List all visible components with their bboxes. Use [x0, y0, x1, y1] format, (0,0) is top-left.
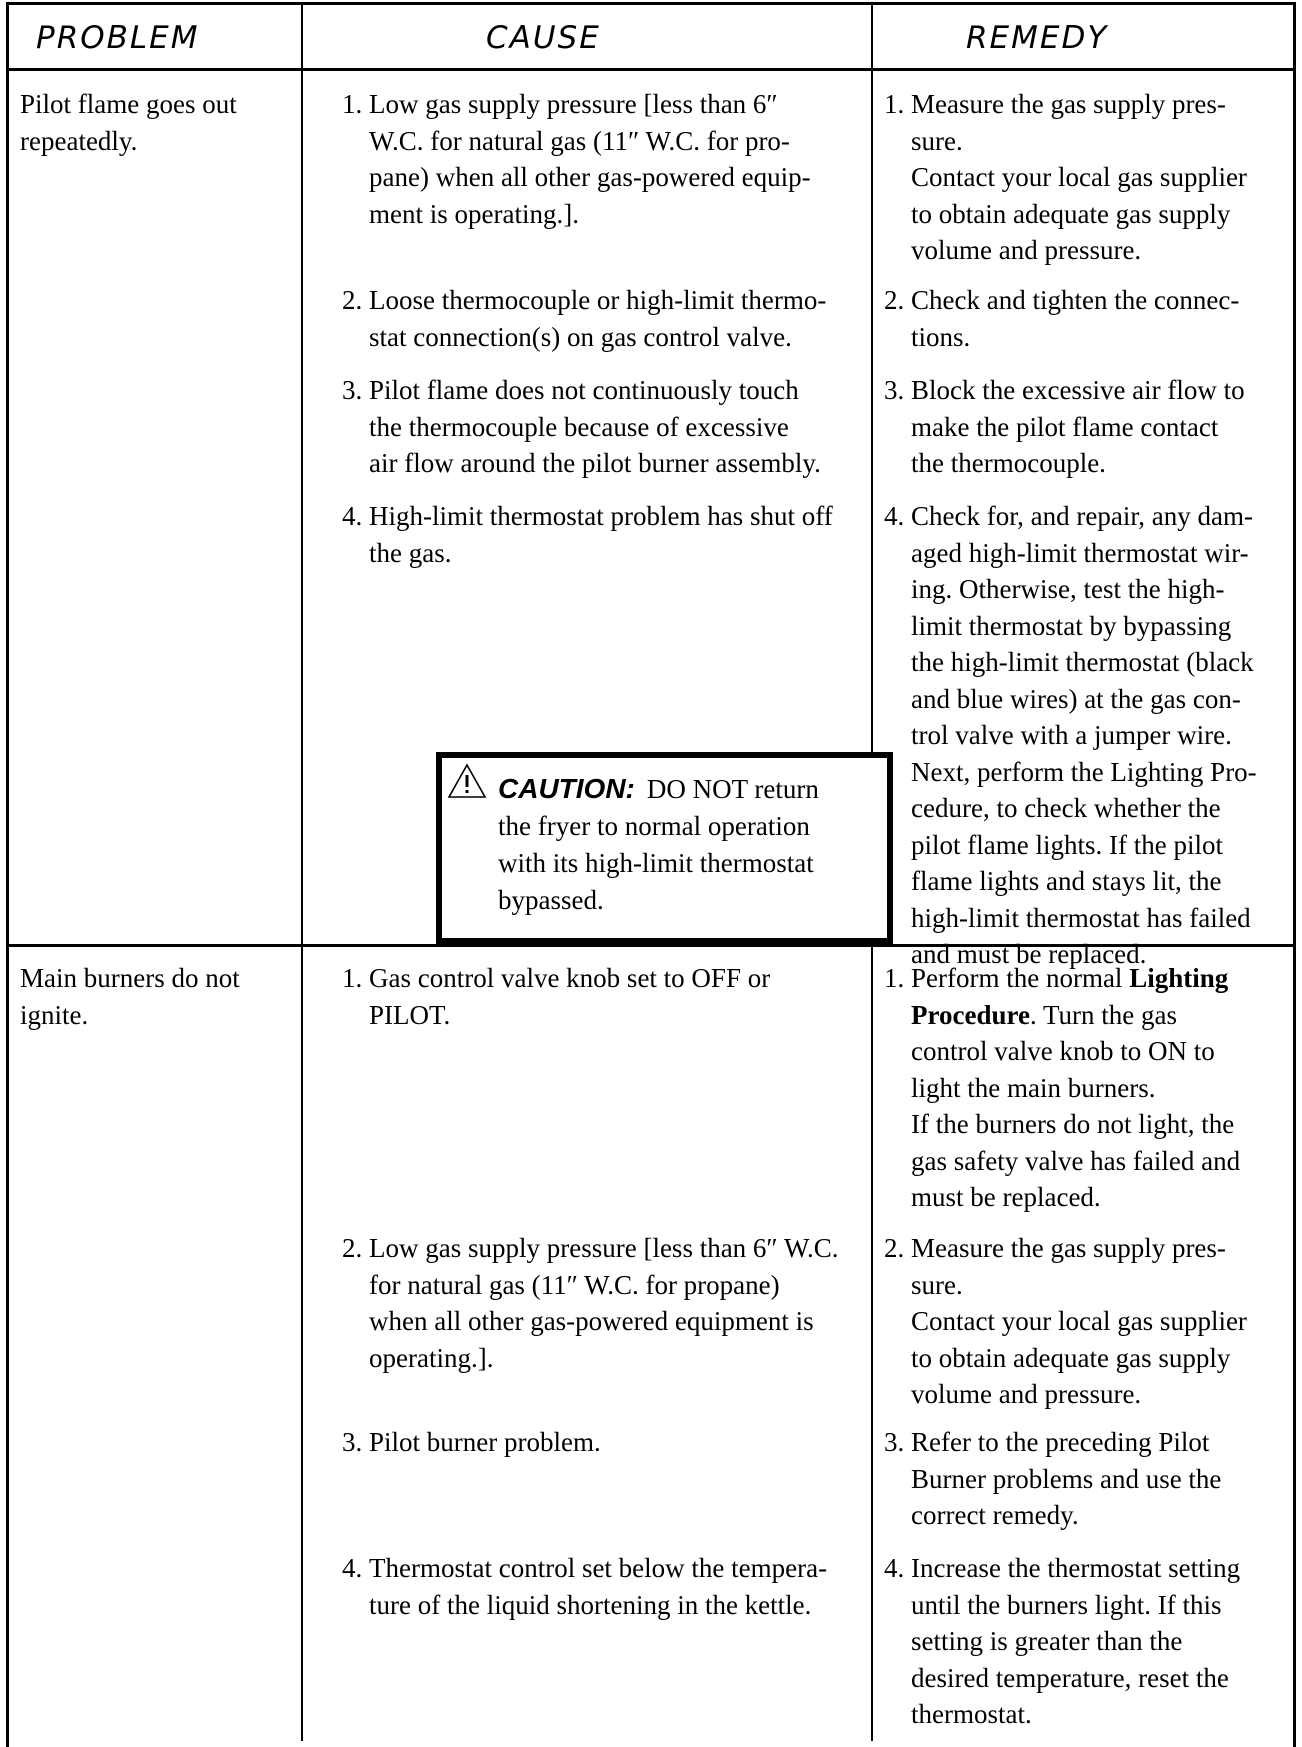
remedy-line: make the pilot flame contact [911, 411, 1219, 442]
item-number: 2. [342, 285, 363, 315]
item-number: 4. [342, 501, 363, 531]
remedy-line: thermostat. [911, 1699, 1032, 1729]
remedy-line: to obtain adequate gas supply [911, 198, 1231, 229]
cause-item [342, 282, 862, 355]
item-number: 2. [884, 1233, 905, 1263]
remedy-line: pilot flame lights. If the pilot [911, 829, 1223, 860]
item-number: 3. [342, 375, 363, 405]
remedy-line: Measure the gas supply pres- [911, 1233, 1226, 1263]
cause-item [342, 1550, 862, 1623]
cause-item [342, 1424, 862, 1461]
column-divider-cause-remedy [871, 944, 873, 1741]
remedy-line: Refer to the preceding Pilot [911, 1427, 1210, 1457]
cause-line: PILOT. [369, 999, 451, 1030]
remedy-item [884, 372, 1294, 482]
cause-line: air flow around the pilot burner assembly. [369, 448, 821, 478]
remedy-line: sure. [911, 125, 963, 156]
remedy-item [884, 282, 1294, 355]
remedy-line: ing. Otherwise, test the high- [911, 574, 1225, 604]
caution-line: the fryer to normal operation [498, 811, 810, 841]
caution-label: CAUTION: [498, 773, 635, 804]
remedy-item [884, 1424, 1294, 1534]
cause-item [342, 372, 862, 482]
header-divider [6, 68, 1296, 71]
remedy-line: limit thermostat by bypassing [911, 610, 1232, 641]
problem-line: ignite. [20, 999, 89, 1030]
remedy-line: light the main burners. [911, 1072, 1156, 1103]
cause-line: Pilot flame does not continuously touch [369, 375, 799, 405]
remedy-item [884, 960, 1294, 1216]
lighting-procedure-emphasis: Procedure [911, 999, 1030, 1030]
remedy-item [884, 1550, 1294, 1733]
remedy-line: Next, perform the Lighting Pro- [911, 756, 1257, 787]
remedy-line: tions. [911, 321, 971, 352]
warning-triangle-icon [446, 762, 488, 800]
remedy-line: sure. [911, 1269, 963, 1300]
remedy-line: Contact your local gas supplier [911, 162, 1247, 192]
caution-line: with its high-limit thermostat [498, 848, 814, 878]
cause-line: Thermostat control set below the tempera- [369, 1553, 828, 1583]
remedy-line: Perform the normal [911, 963, 1130, 993]
remedy-line: If the burners do not light, the [911, 1109, 1235, 1139]
lighting-procedure-emphasis: Lighting [1129, 963, 1229, 993]
remedy-line: must be replaced. [911, 1182, 1101, 1212]
problem-line: Main burners do not [20, 963, 240, 993]
remedy-item [884, 498, 1294, 973]
cause-line: Gas control valve knob set to OFF or [369, 963, 771, 993]
cause-item [342, 498, 862, 571]
cause-line: ment is operating.]. [369, 198, 579, 229]
remedy-line: correct remedy. [911, 1500, 1079, 1530]
remedy-item [884, 86, 1294, 269]
cause-line: Low gas supply pressure [less than 6″ W.C. [369, 1233, 839, 1263]
item-number: 3. [884, 375, 905, 405]
remedy-line: trol valve with a jumper wire. [911, 720, 1232, 750]
remedy-line: the high-limit thermostat (black [911, 647, 1254, 677]
remedy-item [884, 1230, 1294, 1413]
cause-line: pane) when all other gas-powered equip- [369, 162, 811, 192]
remedy-line: gas safety valve has failed and [911, 1145, 1241, 1176]
cause-line: the gas. [369, 537, 452, 568]
caution-line: DO NOT return [646, 774, 819, 804]
cause-line: W.C. for natural gas (11″ W.C. for pro- [369, 125, 790, 156]
item-number: 4. [884, 1553, 905, 1583]
problem-cell [20, 960, 290, 1033]
cause-line: when all other gas-powered equipment is [369, 1306, 814, 1336]
cause-line: stat connection(s) on gas control valve. [369, 321, 792, 352]
cause-item [342, 960, 862, 1033]
header-problem: PROBLEM [36, 20, 200, 56]
remedy-line: flame lights and stays lit, the [911, 866, 1222, 896]
cause-item [342, 86, 862, 232]
item-number: 4. [342, 1553, 363, 1583]
remedy-line: Measure the gas supply pres- [911, 89, 1226, 119]
caution-text [498, 770, 877, 919]
item-number: 1. [884, 89, 905, 119]
remedy-line: volume and pressure. [911, 235, 1142, 265]
header-remedy: REMEDY [966, 20, 1109, 56]
cause-line: Low gas supply pressure [less than 6″ [369, 89, 778, 119]
cause-line: ture of the liquid shortening in the kettle. [369, 1589, 812, 1620]
item-number: 2. [342, 1233, 363, 1263]
remedy-line: Burner problems and use the [911, 1463, 1222, 1494]
column-divider-cause-remedy [871, 2, 873, 774]
cause-line: Loose thermocouple or high-limit thermo- [369, 285, 827, 315]
remedy-line: desired temperature, reset the [911, 1662, 1229, 1693]
item-number: 3. [884, 1427, 905, 1457]
item-number: 3. [342, 1427, 363, 1457]
remedy-line: Contact your local gas supplier [911, 1306, 1247, 1336]
remedy-line: and blue wires) at the gas con- [911, 683, 1241, 714]
remedy-line: Check for, and repair, any dam- [911, 501, 1253, 531]
cause-line: the thermocouple because of excessive [369, 411, 789, 442]
remedy-line: cedure, to check whether the [911, 793, 1221, 823]
column-divider-problem-cause [301, 2, 303, 1741]
remedy-line: aged high-limit thermostat wir- [911, 537, 1249, 568]
remedy-line: . Turn the gas [1029, 999, 1177, 1030]
item-number: 1. [342, 963, 363, 993]
remedy-line: Increase the thermostat setting [911, 1553, 1241, 1583]
caution-box [436, 752, 893, 944]
remedy-line: volume and pressure. [911, 1379, 1142, 1409]
cause-line: Pilot burner problem. [369, 1427, 601, 1457]
problem-cell [20, 86, 290, 159]
cause-line: operating.]. [369, 1342, 494, 1373]
remedy-line: the thermocouple. [911, 448, 1106, 478]
cause-line: for natural gas (11″ W.C. for propane) [369, 1269, 780, 1300]
header-cause: CAUSE [486, 20, 601, 56]
remedy-line: control valve knob to ON to [911, 1036, 1215, 1066]
cause-line: High-limit thermostat problem has shut off [369, 501, 833, 531]
remedy-line: until the burners light. If this [911, 1589, 1222, 1620]
cause-item [342, 1230, 862, 1376]
remedy-line: and must be replaced. [911, 939, 1147, 969]
remedy-line: setting is greater than the [911, 1626, 1183, 1656]
remedy-line: Check and tighten the connec- [911, 285, 1240, 315]
caution-line: bypassed. [498, 885, 604, 915]
remedy-line: to obtain adequate gas supply [911, 1342, 1231, 1373]
remedy-line: high-limit thermostat has failed [911, 902, 1251, 933]
remedy-line: Block the excessive air flow to [911, 375, 1245, 405]
item-number: 1. [342, 89, 363, 119]
item-number: 1. [884, 963, 905, 993]
problem-line: repeatedly. [20, 125, 138, 156]
item-number: 4. [884, 501, 905, 531]
problem-line: Pilot flame goes out [20, 89, 237, 119]
item-number: 2. [884, 285, 905, 315]
